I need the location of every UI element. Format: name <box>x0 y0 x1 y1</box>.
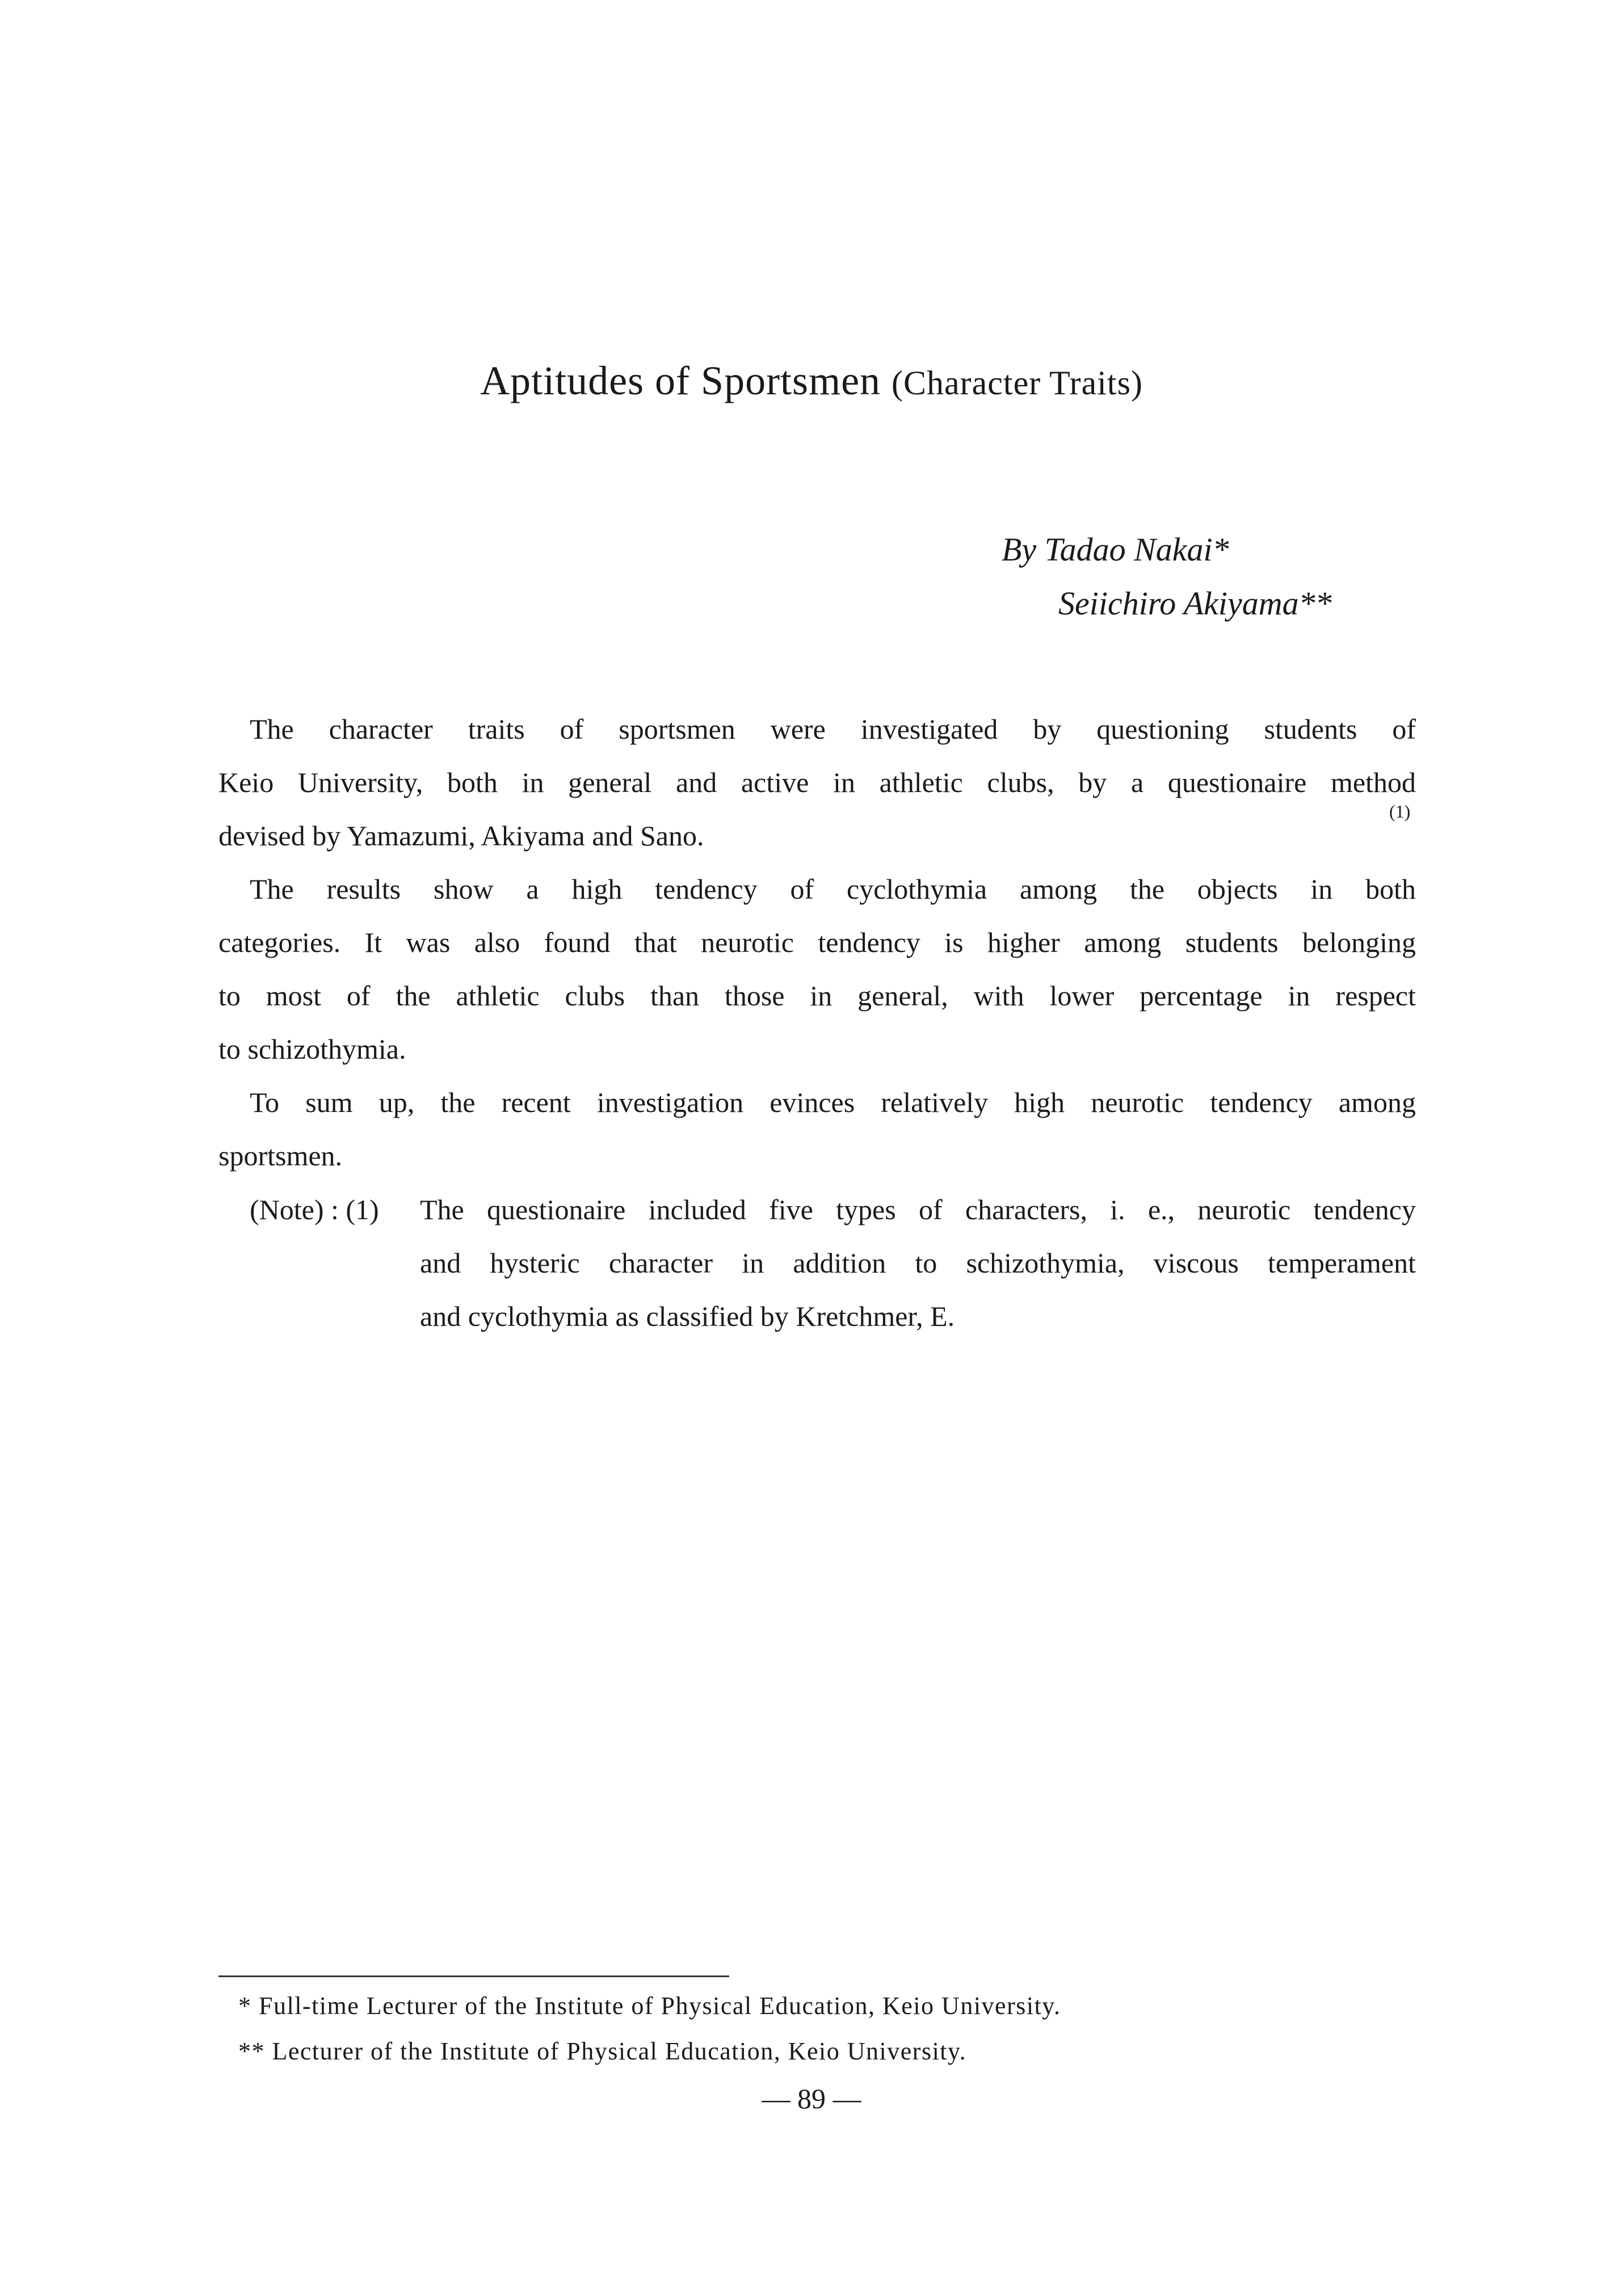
abstract-body <box>218 702 1416 1182</box>
note-line-2: and hysteric character in addition to schizothymia, viscous temperament <box>420 1247 1416 1279</box>
p1-line-3: devised by Yamazumi, Akiyama and Sano. <box>218 820 704 852</box>
p1-line-2: Keio University, both in general and active in athletic clubs, by a questionaire method <box>218 766 1416 798</box>
page-number: — 89 — <box>762 2083 861 2114</box>
author-line-1: By Tadao Nakai* <box>1002 531 1229 568</box>
note-line-1: The questionaire included five types of characters, i. e., neurotic tendency <box>420 1194 1416 1225</box>
p1-line-1: The character traits of sportsmen were investigated by questioning students of <box>250 713 1416 745</box>
author-line-2: Seiichiro Akiyama** <box>1058 585 1332 622</box>
p3-line-1: To sum up, the recent investigation evinces relatively high neurotic tendency among <box>250 1086 1416 1118</box>
title-subtitle: (Character Traits) <box>892 364 1143 402</box>
reference-marker: (1) <box>1389 801 1411 821</box>
title-main: Aptitudes of Sportsmen <box>480 358 881 403</box>
p2-line-4: to schizothymia. <box>218 1033 406 1065</box>
p2-line-2: categories. It was also found that neurotic tendency is higher among students belonging <box>218 926 1416 958</box>
footnote-divider <box>218 1975 729 1977</box>
p2-line-1: The results show a high tendency of cyclothymia among the objects in both <box>250 873 1416 905</box>
page-title <box>0 357 1623 405</box>
p3-line-2: sportsmen. <box>218 1140 343 1172</box>
note-body <box>420 1183 1416 1343</box>
note-label: (Note) : (1) <box>250 1194 379 1225</box>
p2-line-3: to most of the athletic clubs than those in general, with lower percentage in respect <box>218 980 1416 1012</box>
note-line-3: and cyclothymia as classified by Kretchmer, E. <box>420 1300 955 1332</box>
footnote-1: * Full-time Lecturer of the Institute of Physical Education, Keio University. <box>238 1992 1061 2020</box>
footnote-2: ** Lecturer of the Institute of Physical Education, Keio University. <box>238 2037 967 2065</box>
